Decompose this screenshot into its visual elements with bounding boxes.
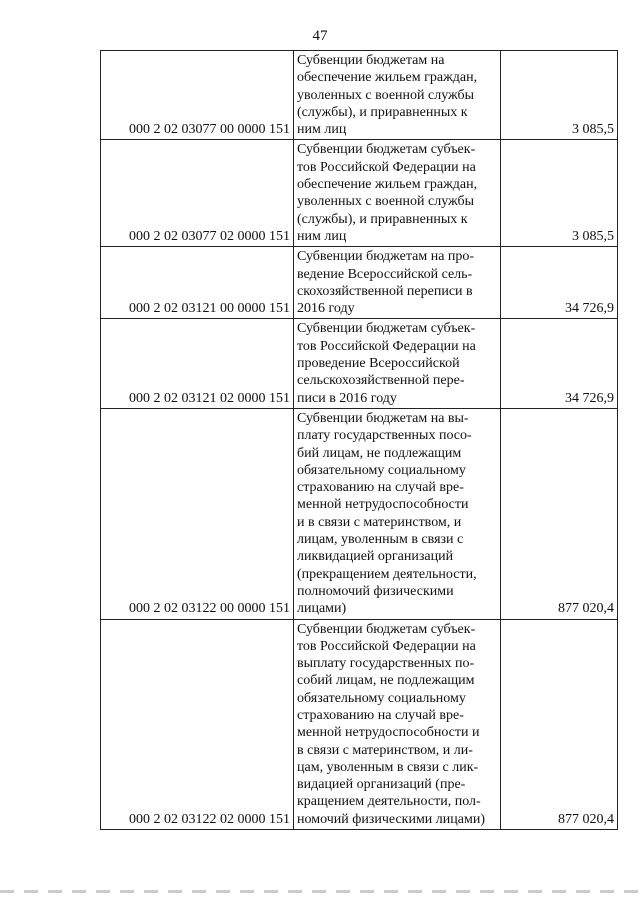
table-row	[101, 247, 618, 319]
amount-cell: 34 726,9	[501, 247, 618, 319]
budget-code-cell: 000 2 02 03122 02 0000 151	[101, 619, 294, 830]
table-row	[101, 319, 618, 408]
description-cell: Субвенции бюджетам субъек- тов Российской Федерации на обеспечение жильем граждан, уволенных с военной службы (службы), и приравненных к ним лиц	[294, 140, 501, 247]
budget-table	[100, 50, 618, 830]
description-cell: Субвенции бюджетам субъек- тов Российской Федерации на проведение Всероссийской сельскохозяйственной пере- писи в 2016 году	[294, 319, 501, 408]
amount-cell: 3 085,5	[501, 51, 618, 140]
description-cell: Субвенции бюджетам на про- ведение Всероссийской сель- скохозяйственной переписи в 2016 году	[294, 247, 501, 319]
budget-code-cell: 000 2 02 03122 00 0000 151	[101, 408, 294, 619]
amount-cell: 877 020,4	[501, 408, 618, 619]
amount-cell: 34 726,9	[501, 319, 618, 408]
description-cell: Субвенции бюджетам на вы- плату государственных посо- бий лицам, не подлежащим обязательному социальному страхованию на случай вре- менной нетрудоспособности и в связи с материнством, и лицам, уволенным в связи с ликвидацией организаций (прекращением деятельности, полномочий физическими лицами)	[294, 408, 501, 619]
table-row	[101, 51, 618, 140]
table-row	[101, 619, 618, 830]
budget-code-cell: 000 2 02 03077 00 0000 151	[101, 51, 294, 140]
budget-code-cell: 000 2 02 03121 00 0000 151	[101, 247, 294, 319]
description-cell: Субвенции бюджетам на обеспечение жильем граждан, уволенных с военной службы (службы), и приравненных к ним лиц	[294, 51, 501, 140]
amount-cell: 877 020,4	[501, 619, 618, 830]
budget-code-cell: 000 2 02 03077 02 0000 151	[101, 140, 294, 247]
scan-edge-mark	[0, 890, 640, 893]
table-row	[101, 140, 618, 247]
amount-cell: 3 085,5	[501, 140, 618, 247]
page-number: 47	[312, 28, 328, 44]
budget-table-body	[101, 51, 618, 830]
description-cell: Субвенции бюджетам субъек- тов Российской Федерации на выплату государственных по- собий лицам, не подлежащим обязательному социальному страхованию на случай вре- менной нетрудоспособности и в связи с материнством, и ли- цам, уволенным в связи с лик- видацией организаций (пре- кращением деятельности, пол- номочий физическими лицами)	[294, 619, 501, 830]
table-row	[101, 408, 618, 619]
budget-code-cell: 000 2 02 03121 02 0000 151	[101, 319, 294, 408]
